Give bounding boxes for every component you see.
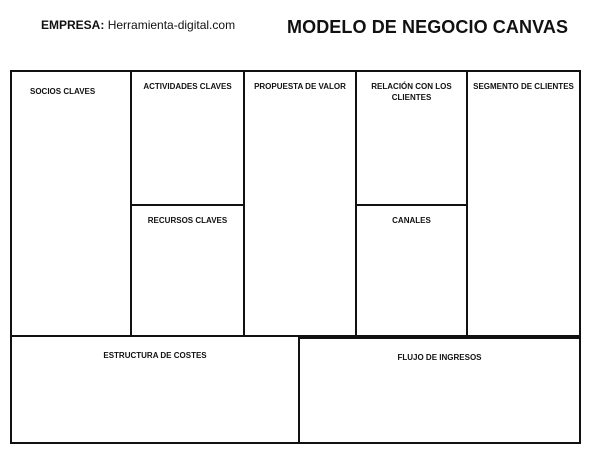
block-actividades-claves — [130, 70, 245, 206]
block-estructura-de-costes — [10, 335, 300, 444]
company-value: Herramienta-digital.com — [107, 18, 236, 32]
block-label: SOCIOS CLAVES — [30, 87, 96, 96]
block-label: CANALES — [392, 216, 431, 225]
block-segmento-de-clientes — [466, 70, 581, 337]
block-label: RECURSOS CLAVES — [147, 216, 228, 225]
block-label — [357, 81, 466, 103]
block-label-line1: RELACIÓN CON LOS — [371, 82, 452, 91]
block-canales — [355, 204, 468, 337]
block-label: ESTRUCTURA DE COSTES — [103, 351, 207, 360]
block-socios-claves — [10, 70, 132, 337]
block-propuesta-de-valor — [243, 70, 357, 337]
block-flujo-de-ingresos — [298, 337, 581, 444]
company-line — [41, 17, 235, 33]
block-label: ACTIVIDADES CLAVES — [143, 82, 232, 91]
page-title: MODELO DE NEGOCIO CANVAS — [287, 17, 569, 37]
block-label: SEGMENTO DE CLIENTES — [473, 82, 574, 91]
block-relacion-con-clientes — [355, 70, 468, 206]
block-label: PROPUESTA DE VALOR — [254, 82, 346, 91]
company-label: EMPRESA: — [41, 18, 105, 32]
block-recursos-claves — [130, 204, 245, 337]
block-label: FLUJO DE INGRESOS — [397, 353, 482, 362]
block-label-line2: CLIENTES — [391, 93, 432, 102]
